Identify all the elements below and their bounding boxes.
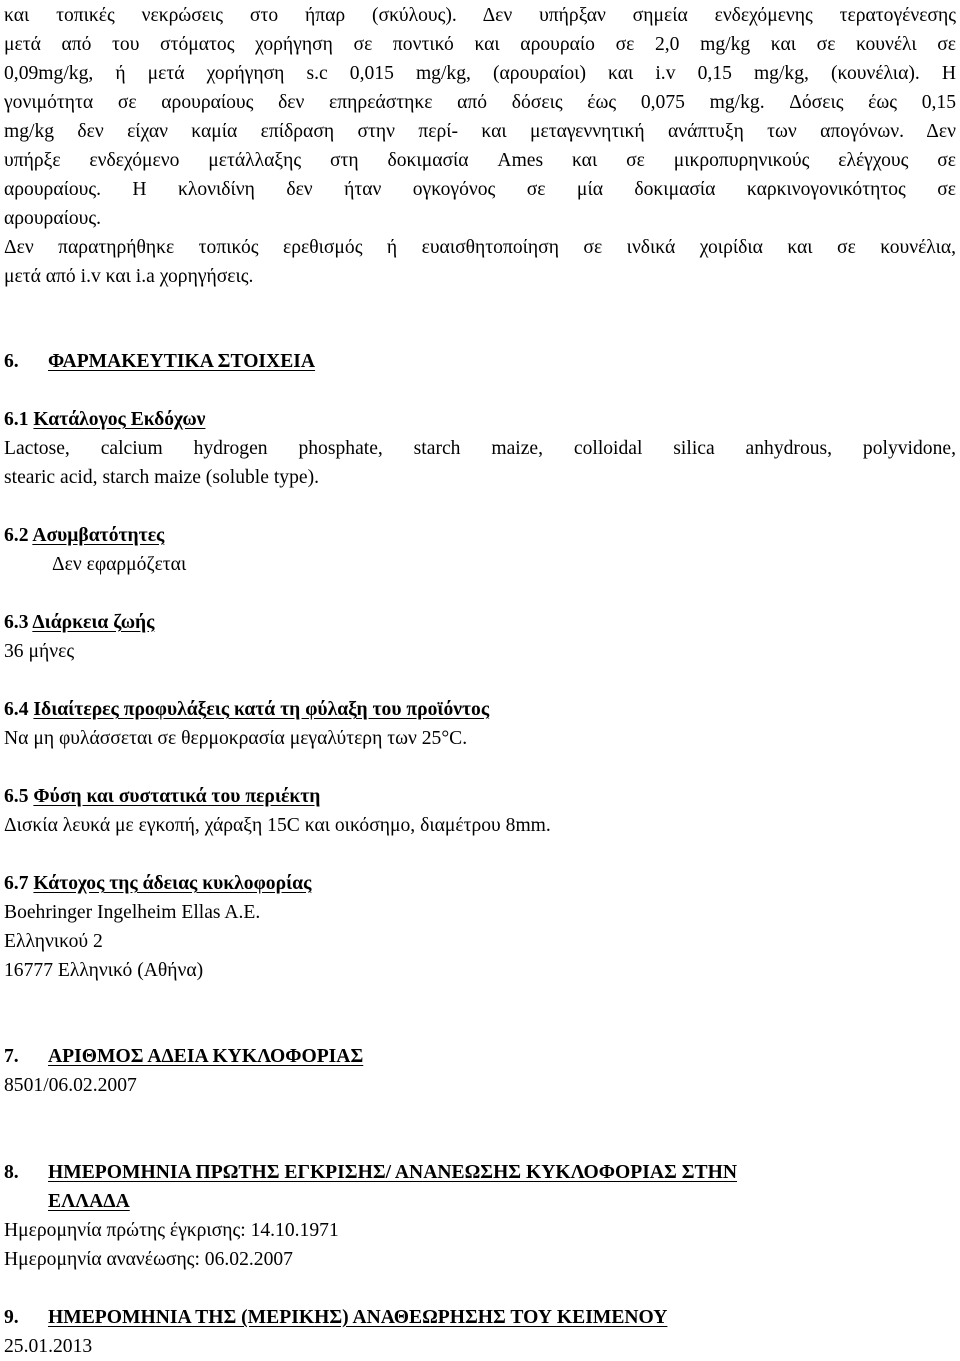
subsection-6-1-heading xyxy=(4,405,956,434)
subsection-title: Κάτοχος της άδειας κυκλοφορίας xyxy=(33,873,312,894)
section-title: ΕΛΛΑΔΑ xyxy=(48,1191,130,1212)
shelf-life-text: 36 μήνες xyxy=(4,641,75,662)
excipients-line: stearic acid, starch maize (soluble type). xyxy=(4,467,319,488)
intro-line: Δεν παρατηρήθηκε τοπικός ερεθισμός ή ευαισθητοποίηση σε ινδικά χοιρίδια και σε κουνέλια, xyxy=(4,237,956,258)
marketing-holder-address xyxy=(4,898,956,985)
section-title: ΗΜΕΡΟΜΗΝΙΑ ΤΗΣ (ΜΕΡΙΚΗΣ) ΑΝΑΘΕΩΡΗΣΗΣ ΤΟΥ ΚΕΙΜΕΝΟΥ xyxy=(48,1307,668,1328)
renewal-date: Ημερομηνία ανανέωσης: 06.02.2007 xyxy=(4,1249,293,1270)
holder-city: 16777 Ελληνικό (Αθήνα) xyxy=(4,960,204,981)
holder-street: Ελληνικού 2 xyxy=(4,931,103,952)
section-number: 6. xyxy=(4,351,19,372)
subsection-number: 6.1 xyxy=(4,409,29,430)
subsection-number: 6.4 xyxy=(4,699,29,720)
subsection-title: Κατάλογος Εκδόχων xyxy=(33,409,206,430)
incompatibilities-text: Δεν εφαρμόζεται xyxy=(52,554,187,575)
intro-line: αρουραίους. Η κλονιδίνη δεν ήταν ογκογόνος σε μία δοκιμασία καρκινογονικότητος σε xyxy=(4,179,956,200)
section-8-heading xyxy=(4,1158,956,1187)
section-title: ΑΡΙΘΜΟΣ ΑΔΕΙΑ ΚΥΚΛΟΦΟΡΙΑΣ xyxy=(48,1046,364,1067)
first-approval-date: Ημερομηνία πρώτης έγκρισης: 14.10.1971 xyxy=(4,1220,339,1241)
intro-line: και τοπικές νεκρώσεις στο ήπαρ (σκύλους). Δεν υπήρξαν σημεία ενδεχόμενης τερατογένεσης xyxy=(4,5,956,26)
subsection-6-7-heading xyxy=(4,869,956,898)
subsection-6-5-heading xyxy=(4,782,956,811)
subsection-6-3-heading xyxy=(4,608,956,637)
section-7-heading xyxy=(4,1042,956,1071)
holder-name: Boehringer Ingelheim Ellas A.E. xyxy=(4,902,261,923)
intro-line: αρουραίους. xyxy=(4,208,102,229)
intro-line: μετά από του στόματος χορήγηση σε ποντικό και αρουραίο σε 2,0 mg/kg και σε κουνέλι σε xyxy=(4,34,956,55)
authorization-number: 8501/06.02.2007 xyxy=(4,1075,137,1096)
subsection-6-4-heading xyxy=(4,695,956,724)
section-number: 8. xyxy=(4,1162,19,1183)
container-text: Δισκία λευκά με εγκοπή, χάραξη 15C και οικόσημο, διαμέτρου 8mm. xyxy=(4,815,551,836)
intro-paragraph xyxy=(4,1,956,291)
subsection-number: 6.3 xyxy=(4,612,29,633)
subsection-title: Ασυμβατότητες xyxy=(32,525,165,546)
intro-line: γονιμότητα σε αρουραίους δεν επηρεάστηκε από δόσεις έως 0,075 mg/kg. Δόσεις έως 0,15 xyxy=(4,92,956,113)
section-title: ΦΑΡΜΑΚΕΥΤΙΚΑ ΣΤΟΙΧΕΙΑ xyxy=(48,351,316,372)
subsection-number: 6.5 xyxy=(4,786,29,807)
storage-text: Να μη φυλάσσεται σε θερμοκρασία μεγαλύτερη των 25°C. xyxy=(4,728,468,749)
subsection-title: Διάρκεια ζωής xyxy=(32,612,155,633)
intro-line: 0,09mg/kg, ή μετά χορήγηση s.c 0,015 mg/kg, (αρουραίοι) και i.v 0,15 mg/kg, (κουνέλια). Η xyxy=(4,63,956,84)
section-number: 7. xyxy=(4,1046,19,1067)
subsection-title: Φύση και συστατικά του περιέκτη xyxy=(33,786,321,807)
revision-date: 25.01.2013 xyxy=(4,1336,93,1357)
section-number: 9. xyxy=(4,1307,19,1328)
section-9-heading xyxy=(4,1303,956,1332)
section-6-heading xyxy=(4,347,956,376)
section-8-heading-continued xyxy=(4,1187,956,1216)
intro-line: μετά από i.v και i.a χορηγήσεις. xyxy=(4,266,254,287)
subsection-title: Ιδιαίτερες προφυλάξεις κατά τη φύλαξη του προϊόντος xyxy=(33,699,490,720)
subsection-number: 6.2 xyxy=(4,525,29,546)
section-title: ΗΜΕΡΟΜΗΝΙΑ ΠΡΩΤΗΣ ΕΓΚΡΙΣΗΣ/ ΑΝΑΝΕΩΣΗΣ ΚΥΚΛΟΦΟΡΙΑΣ ΣΤΗΝ xyxy=(48,1162,738,1183)
intro-line: mg/kg δεν είχαν καμία επίδραση στην περί- και μεταγεννητική ανάπτυξη των απογόνων. Δεν xyxy=(4,121,956,142)
intro-line: υπήρξε ενδεχόμενο μετάλλαξης στη δοκιμασία Ames και σε μικροπυρηνικούς ελέγχους σε xyxy=(4,150,956,171)
excipients-list xyxy=(4,434,956,492)
subsection-number: 6.7 xyxy=(4,873,29,894)
subsection-6-2-heading xyxy=(4,521,956,550)
excipients-line: Lactose, calcium hydrogen phosphate, starch maize, colloidal silica anhydrous, polyvidone, xyxy=(4,438,956,459)
